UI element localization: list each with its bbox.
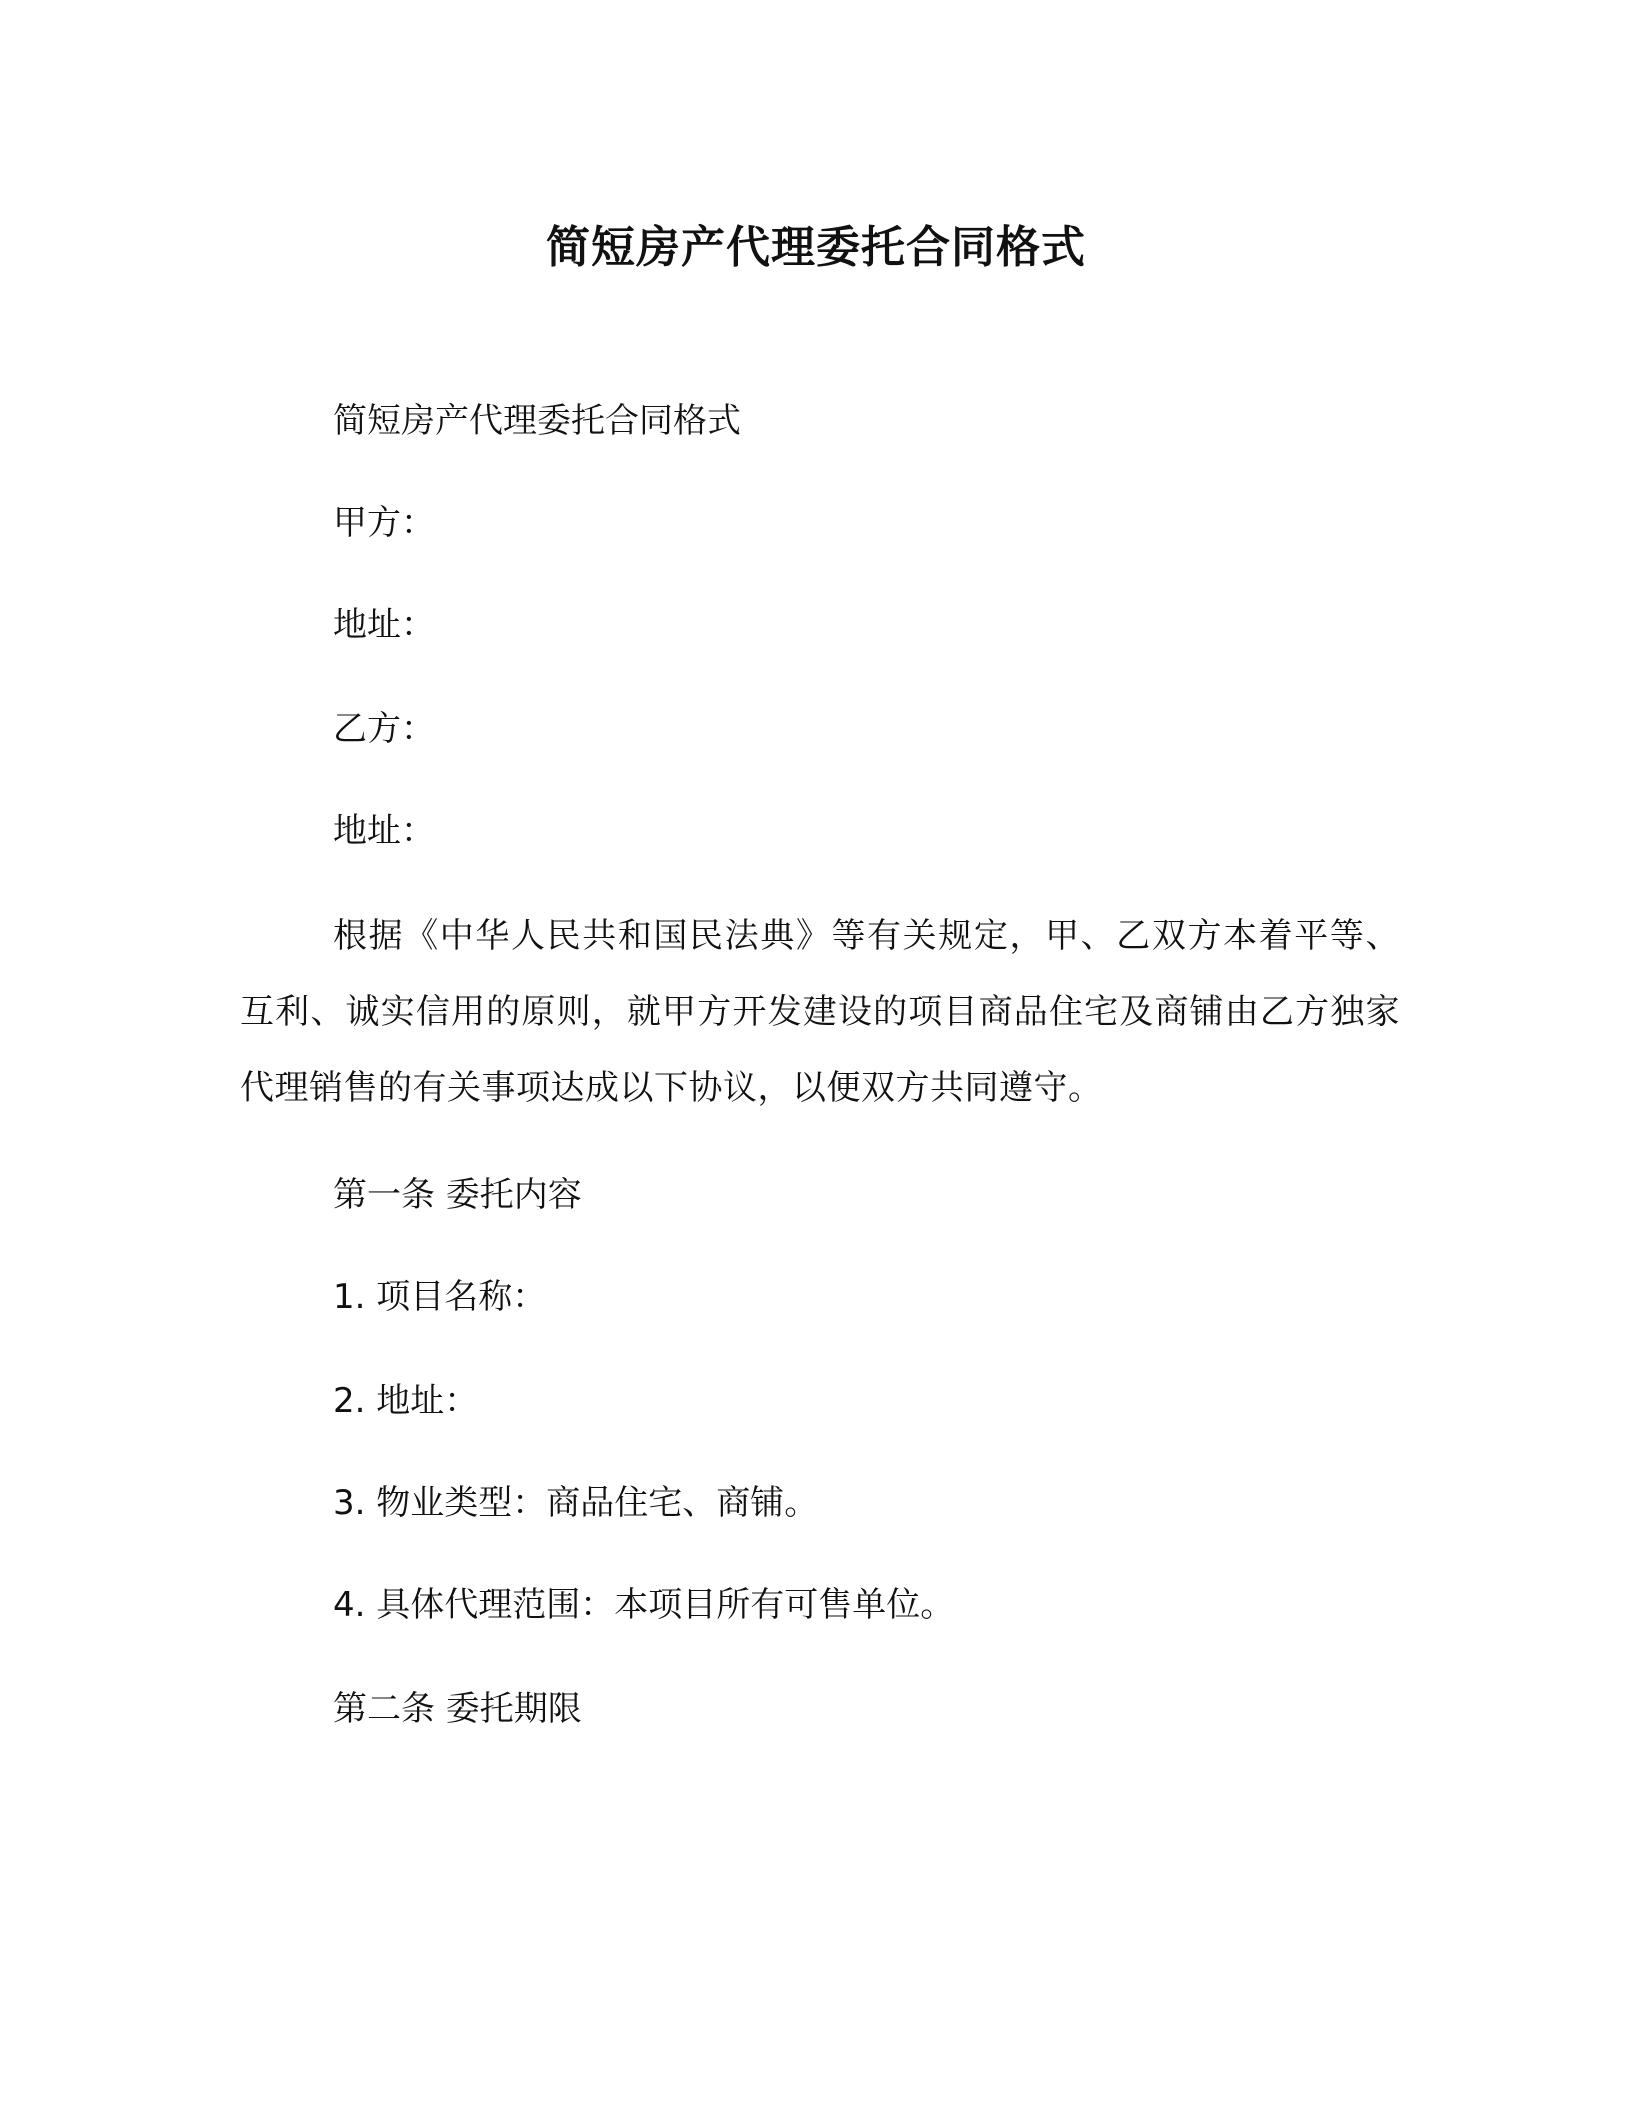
article1-heading: 第一条 委托内容 <box>333 1175 582 1215</box>
party-a-address-label: 地址： <box>333 605 435 645</box>
article1-item: 4. 具体代理范围：本项目所有可售单位。 <box>333 1585 955 1625</box>
article2-heading: 第二条 委托期限 <box>333 1689 582 1729</box>
party-b-address-label: 地址： <box>333 811 435 851</box>
document-title: 简短房产代理委托合同格式 <box>546 222 1086 273</box>
preamble-paragraph: 根据《中华人民共和国民法典》等有关规定，甲、乙双方本着平等、互利、诚实信用的原则，就甲方开发建设的项目商品住宅及商铺由乙方独家代理销售的有关事项达成以下协议，以便双方共同遵守。 <box>240 916 1400 1108</box>
article1-item: 2. 地址： <box>333 1381 479 1421</box>
document-subtitle: 简短房产代理委托合同格式 <box>333 401 741 441</box>
party-a-label: 甲方： <box>333 503 435 543</box>
party-b-label: 乙方： <box>333 709 435 749</box>
article1-item: 1. 项目名称： <box>333 1277 547 1317</box>
article1-item: 3. 物业类型：商品住宅、商铺。 <box>333 1483 819 1523</box>
